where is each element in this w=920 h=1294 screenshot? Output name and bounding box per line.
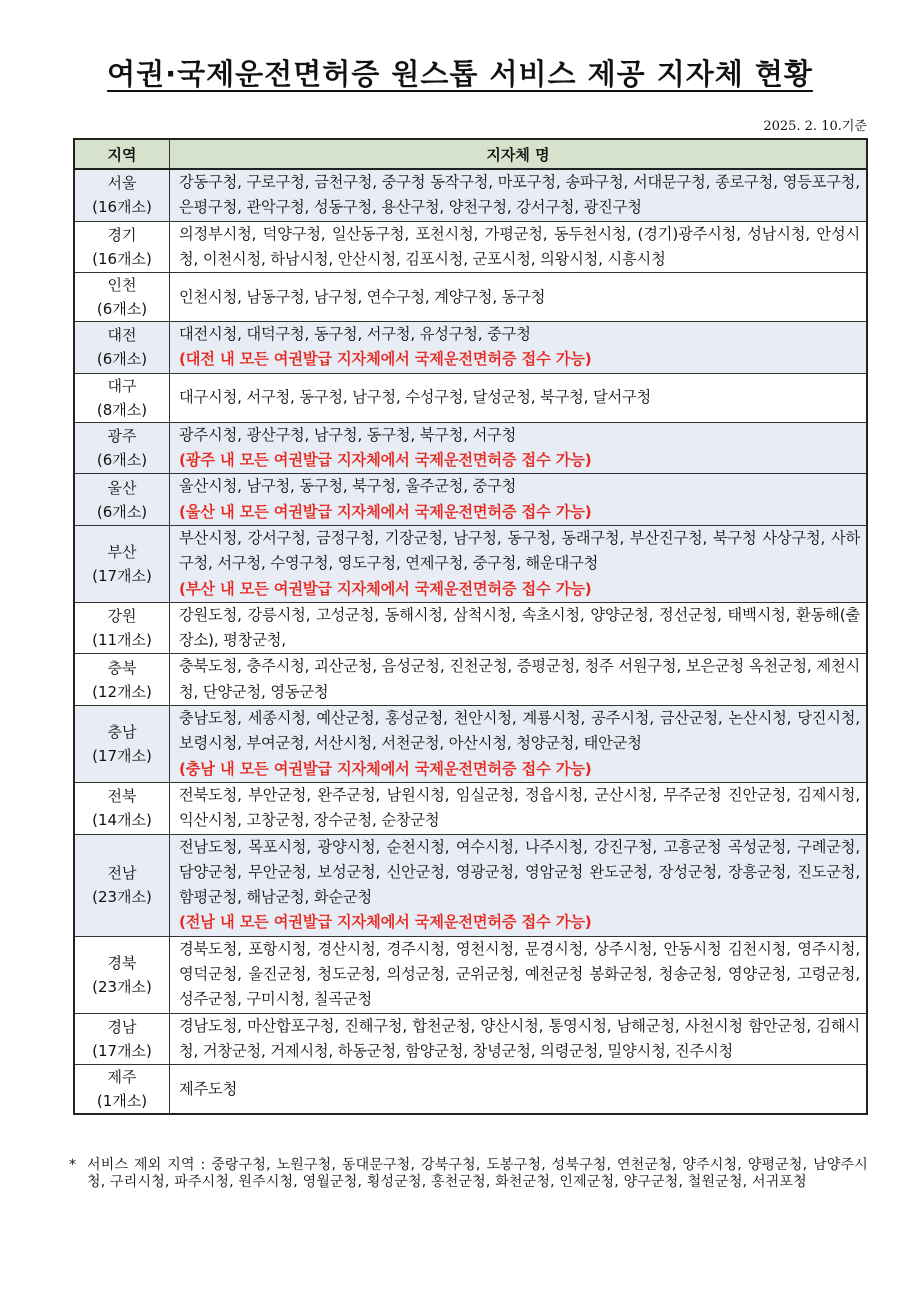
- table-row: [74, 169, 867, 221]
- table-header-row: [74, 139, 867, 169]
- municipality-cell: [170, 654, 868, 706]
- municipality-cell: [170, 936, 868, 1013]
- region-cell: [74, 1065, 170, 1115]
- region-cell: [74, 602, 170, 654]
- municipality-cell: [170, 273, 868, 322]
- availability-note: (부산 내 모든 여권발급 지자체에서 국제운전면허증 접수 가능): [179, 579, 592, 598]
- region-name: 충남: [107, 722, 137, 741]
- footnote: [69, 1157, 868, 1191]
- region-count: (8개소): [96, 400, 148, 419]
- municipality-list: 제주도청: [179, 1079, 238, 1098]
- region-count: (6개소): [96, 451, 148, 470]
- municipality-cell: [170, 834, 868, 936]
- municipality-list: 전남도청, 목포시청, 광양시청, 순천시청, 여수시청, 나주시청, 강진구청, 고흥군청 곡성군청, 구례군청, 담양군청, 무안군청, 보성군청, 신안군청, 영광군청, 영암군청 완도군청, 장성군청, 장흥군청, 진도군청, 함평군청, 해남군청, 화순군청: [179, 837, 860, 907]
- region-count: (1개소): [96, 1092, 148, 1111]
- table-row: [74, 322, 867, 374]
- municipality-list: 광주시청, 광산구청, 남구청, 동구청, 북구청, 서구청: [179, 425, 517, 444]
- region-name: 강원: [107, 607, 137, 626]
- table-row: [74, 474, 867, 526]
- region-cell: [74, 1013, 170, 1065]
- municipality-cell: [170, 782, 868, 834]
- table-row: [74, 602, 867, 654]
- region-count: (23개소): [92, 888, 152, 907]
- region-name: 인천: [107, 276, 137, 295]
- region-cell: [74, 936, 170, 1013]
- reference-date: 2025. 2. 10.기준: [763, 119, 867, 134]
- region-count: (17개소): [92, 566, 152, 585]
- table-row: [74, 654, 867, 706]
- header-region: 지역: [74, 139, 170, 169]
- municipality-list: 대구시청, 서구청, 동구청, 남구청, 수성구청, 달성군청, 북구청, 달서구청: [179, 388, 652, 407]
- availability-note: (충남 내 모든 여권발급 지자체에서 국제운전면허증 접수 가능): [179, 759, 592, 778]
- region-count: (11개소): [92, 631, 152, 650]
- region-cell: [74, 525, 170, 602]
- table-row: [74, 834, 867, 936]
- table-row: [74, 273, 867, 322]
- region-name: 경기: [107, 225, 137, 244]
- region-name: 전남: [107, 864, 137, 883]
- region-count: (17개소): [92, 746, 152, 765]
- region-count: (23개소): [92, 977, 152, 996]
- region-cell: [74, 373, 170, 422]
- region-name: 충북: [107, 658, 137, 677]
- table-row: [74, 936, 867, 1013]
- region-cell: [74, 422, 170, 474]
- municipality-cell: [170, 221, 868, 273]
- footnote-text: 서비스 제외 지역 : 중랑구청, 노원구청, 동대문구청, 강북구청, 도봉구청, 성북구청, 연천군청, 양주시청, 양평군청, 남양주시청, 구리시청, 파주시청, 원주시청, 영월군청, 횡성군청, 홍천군청, 화천군청, 인제군청, 양구군청, 철원군청, 서귀포청: [87, 1157, 868, 1190]
- region-name: 울산: [107, 478, 137, 497]
- table-row: [74, 1013, 867, 1065]
- availability-note: (울산 내 모든 여권발급 지자체에서 국제운전면허증 접수 가능): [179, 502, 592, 521]
- municipality-cell: [170, 169, 868, 221]
- table-row: [74, 373, 867, 422]
- table-row: [74, 706, 867, 783]
- municipality-list: 충북도청, 충주시청, 괴산군청, 음성군청, 진천군청, 증평군청, 청주 서원구청, 보은군청 옥천군청, 제천시청, 단양군청, 영동군청: [179, 657, 860, 701]
- table-row: [74, 782, 867, 834]
- region-name: 경남: [107, 1017, 137, 1036]
- municipality-list: 경남도청, 마산합포구청, 진해구청, 합천군청, 양산시청, 통영시청, 남해군청, 사천시청 함안군청, 김해시청, 거창군청, 거제시청, 하동군청, 함양군청, 창녕군청, 의령군청, 밀양시청, 진주시청: [179, 1016, 860, 1060]
- table-row: [74, 1065, 867, 1115]
- region-count: (14개소): [92, 811, 152, 830]
- table-row: [74, 221, 867, 273]
- availability-note: (대전 내 모든 여권발급 지자체에서 국제운전면허증 접수 가능): [179, 350, 592, 369]
- municipality-list: 전북도청, 부안군청, 완주군청, 남원시청, 임실군청, 정읍시청, 군산시청, 무주군청 진안군청, 김제시청, 익산시청, 고창군청, 장수군청, 순창군청: [179, 785, 860, 830]
- municipality-list: 대전시청, 대덕구청, 동구청, 서구청, 유성구청, 중구청: [179, 325, 531, 344]
- region-count: (6개소): [96, 502, 148, 521]
- region-name: 제주: [107, 1068, 137, 1087]
- municipality-list: 울산시청, 남구청, 동구청, 북구청, 울주군청, 중구청: [179, 477, 517, 496]
- region-cell: [74, 706, 170, 783]
- region-count: (6개소): [96, 350, 148, 369]
- footnote-marker: *: [69, 1157, 77, 1173]
- municipality-cell: [170, 474, 868, 526]
- municipality-cell: [170, 422, 868, 474]
- availability-note: (광주 내 모든 여권발급 지자체에서 국제운전면허증 접수 가능): [179, 451, 592, 470]
- municipality-cell: [170, 1013, 868, 1065]
- municipality-list: 강원도청, 강릉시청, 고성군청, 동해시청, 삼척시청, 속초시청, 양양군청, 정선군청, 태백시청, 환동해(출장소), 평창군청,: [179, 605, 860, 650]
- municipality-list: 경북도청, 포항시청, 경산시청, 경주시청, 영천시청, 문경시청, 상주시청, 안동시청 김천시청, 영주시청, 영덕군청, 울진군청, 청도군청, 의성군청, 군위군청, 예천군청 봉화군청, 청송군청, 영양군청, 고령군청, 성주군청, 구미시청, 칠곡군청: [179, 939, 860, 1009]
- region-count: (16개소): [92, 198, 152, 217]
- table-row: [74, 422, 867, 474]
- municipality-list: 부산시청, 강서구청, 금정구청, 기장군청, 남구청, 동구청, 동래구청, 부산진구청, 북구청 사상구청, 사하구청, 서구청, 수영구청, 영도구청, 연제구청, 중구청, 해운대구청: [179, 528, 860, 573]
- municipality-cell: [170, 373, 868, 422]
- municipality-cell: [170, 602, 868, 654]
- region-count: (17개소): [92, 1041, 152, 1060]
- municipality-list: 인천시청, 남동구청, 남구청, 연수구청, 계양구청, 동구청: [179, 287, 546, 306]
- region-count: (12개소): [92, 682, 152, 701]
- municipality-cell: [170, 322, 868, 374]
- availability-note: (전남 내 모든 여권발급 지자체에서 국제운전면허증 접수 가능): [179, 913, 592, 932]
- region-cell: [74, 273, 170, 322]
- municipality-cell: [170, 1065, 868, 1115]
- region-cell: [74, 654, 170, 706]
- municipality-cell: [170, 525, 868, 602]
- header-municipality: 지자체 명: [170, 139, 868, 169]
- region-cell: [74, 474, 170, 526]
- municipality-table: [73, 138, 868, 1115]
- page-title: 여권·국제운전면허증 원스톱 서비스 제공 지자체 현황: [107, 57, 813, 91]
- table-row: [74, 525, 867, 602]
- region-name: 전북: [107, 787, 137, 806]
- region-cell: [74, 782, 170, 834]
- region-name: 대전: [107, 326, 137, 345]
- municipality-list: 의정부시청, 덕양구청, 일산동구청, 포천시청, 가평군청, 동두천시청, (경기)광주시청, 성남시청, 안성시청, 이천시청, 하남시청, 안산시청, 김포시청, 군포시청, 의왕시청, 시흥시청: [179, 224, 860, 268]
- region-cell: [74, 834, 170, 936]
- region-cell: [74, 322, 170, 374]
- region-name: 광주: [107, 427, 137, 446]
- region-count: (6개소): [96, 300, 148, 319]
- region-name: 경북: [107, 953, 137, 972]
- municipality-list: 충남도청, 세종시청, 예산군청, 홍성군청, 천안시청, 계룡시청, 공주시청, 금산군청, 논산시청, 당진시청, 보령시청, 부여군청, 서산시청, 서천군청, 아산시청, 청양군청, 태안군청: [179, 709, 860, 753]
- region-cell: [74, 169, 170, 221]
- municipality-list: 강동구청, 구로구청, 금천구청, 중구청 동작구청, 마포구청, 송파구청, 서대문구청, 종로구청, 영등포구청, 은평구청, 관악구청, 성동구청, 용산구청, 양천구청, 강서구청, 광진구청: [179, 173, 860, 217]
- region-name: 대구: [107, 376, 137, 395]
- region-count: (16개소): [92, 249, 152, 268]
- region-cell: [74, 221, 170, 273]
- municipality-cell: [170, 706, 868, 783]
- region-name: 부산: [107, 542, 137, 561]
- region-name: 서울: [107, 174, 137, 193]
